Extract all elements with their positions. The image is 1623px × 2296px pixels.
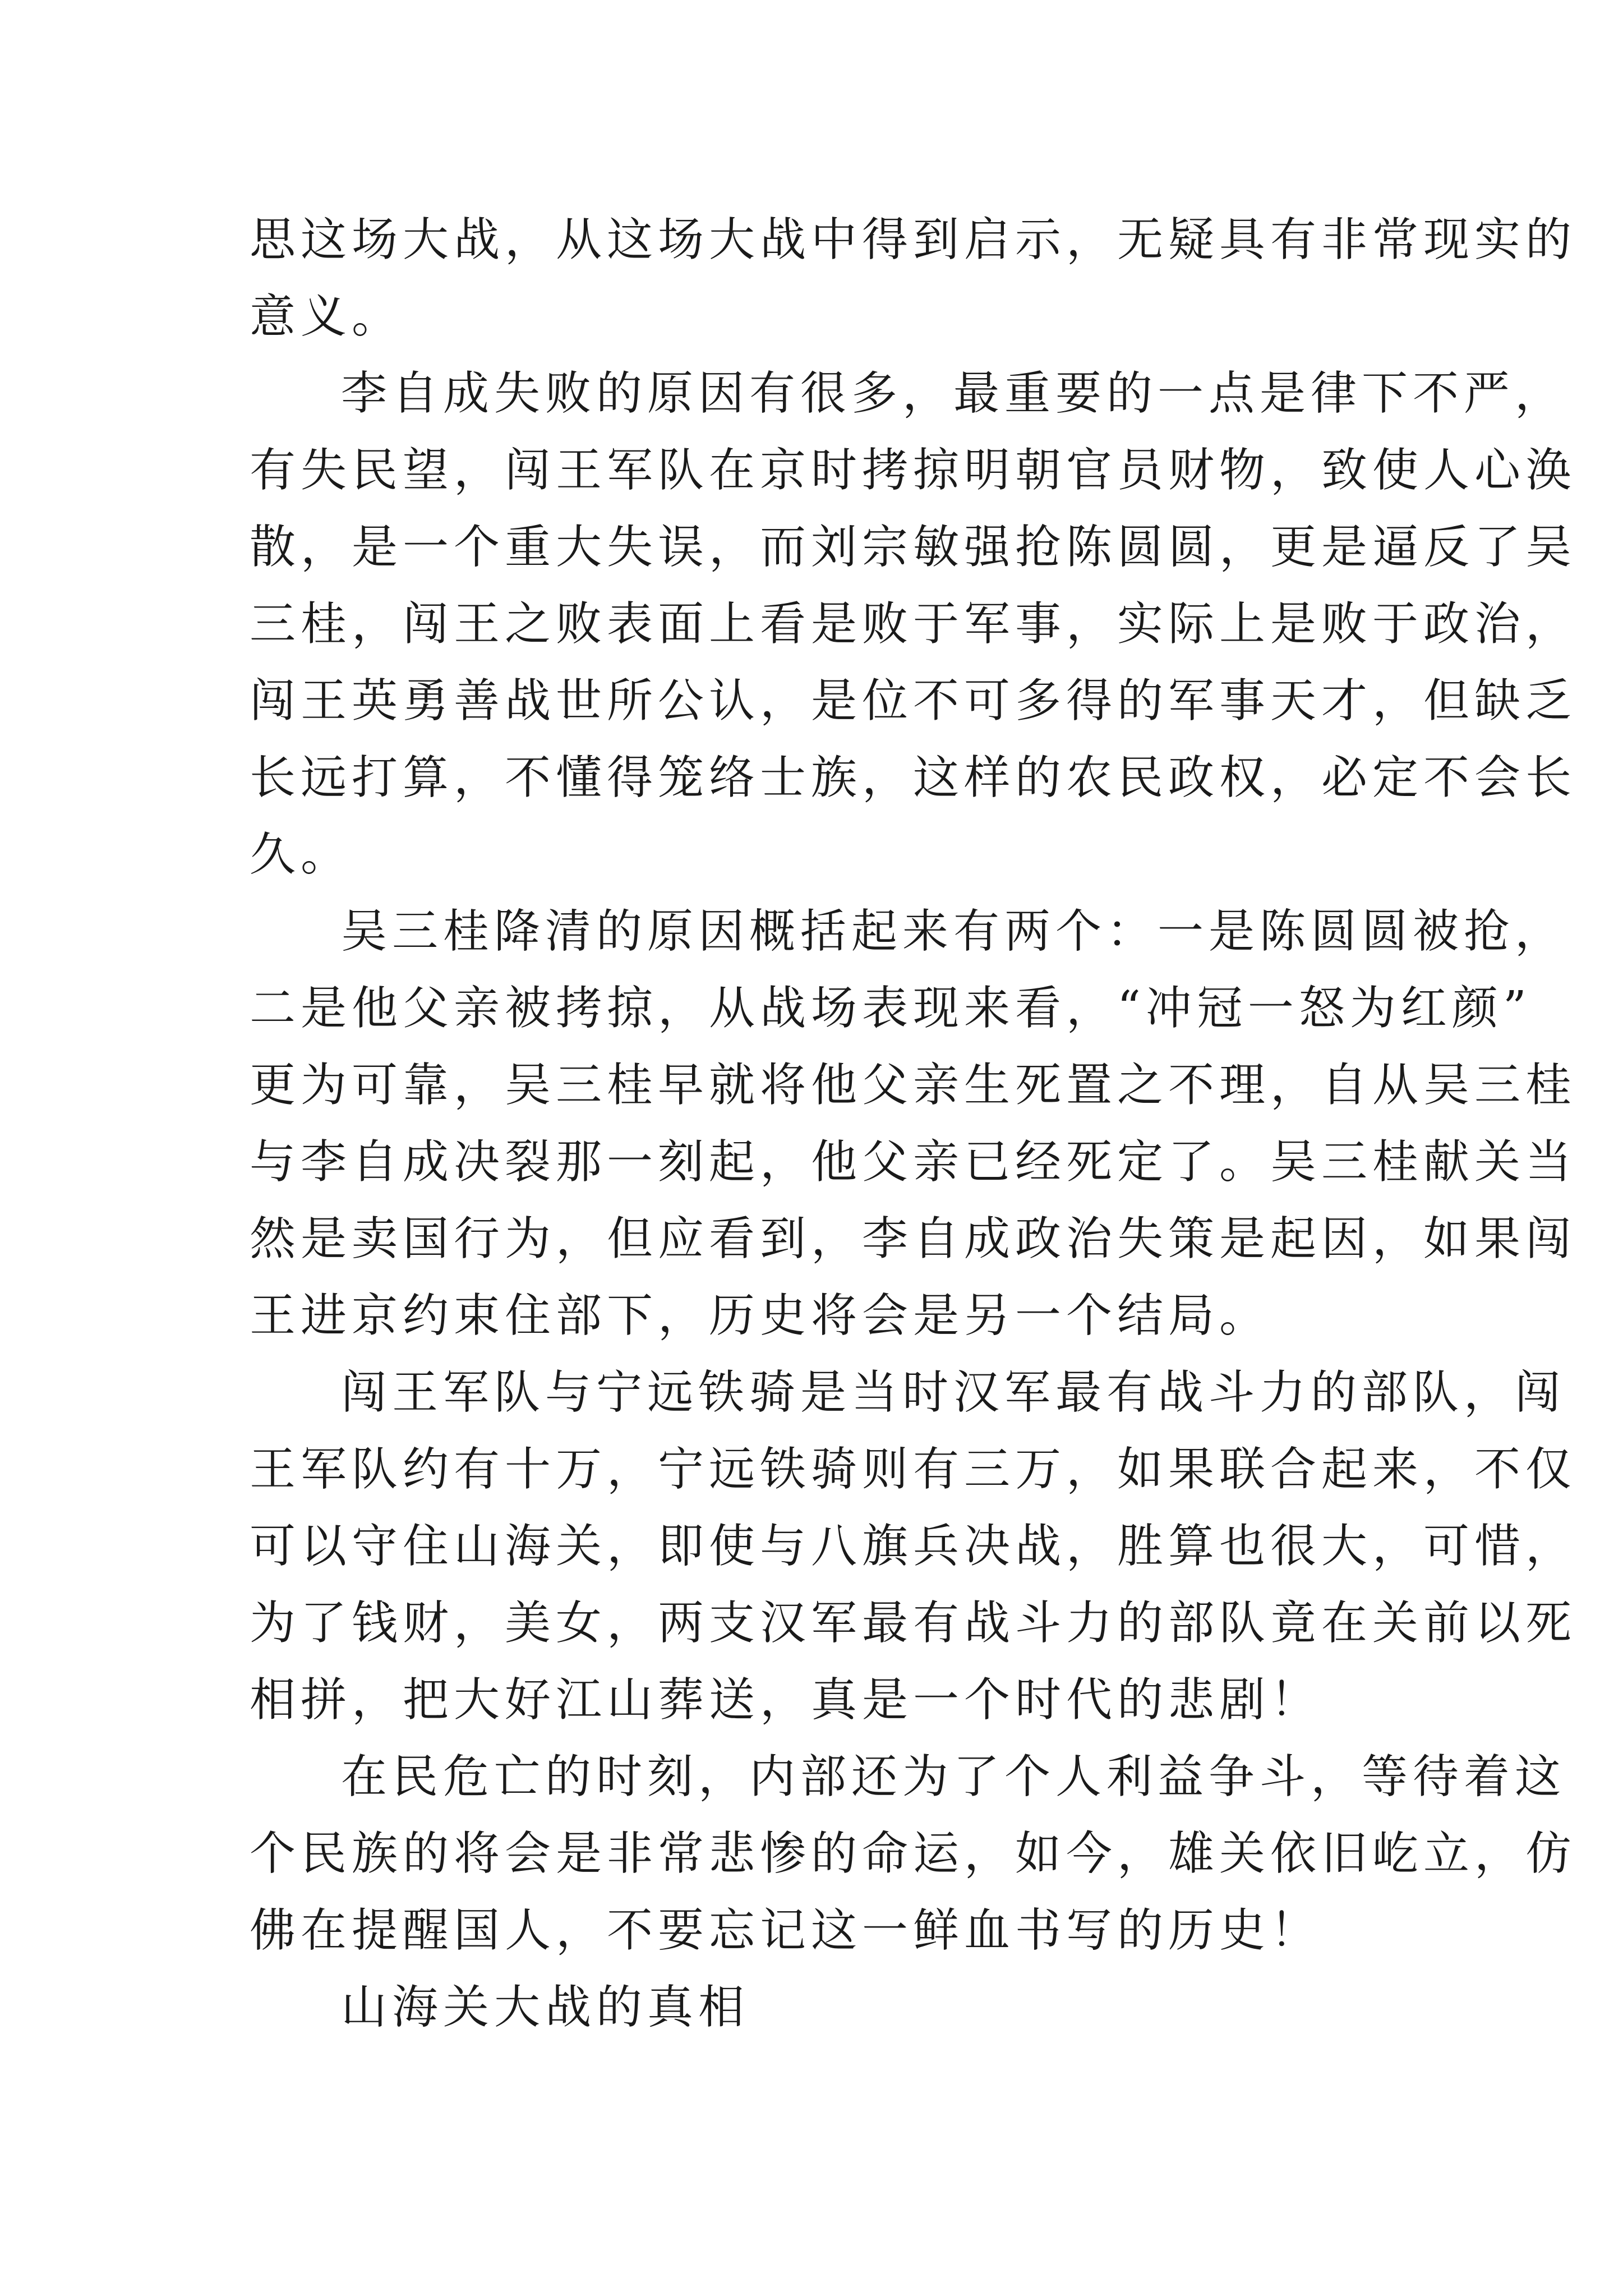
text-line: 三桂，闯王之败表面上看是败于军事，实际上是败于政治， [250,597,1577,651]
text-line: 为了钱财，美女，两支汉军最有战斗力的部队竟在关前以死 [250,1596,1577,1650]
text-line: 长远打算，不懂得笼络士族，这样的农民政权，必定不会长 [250,751,1577,804]
text-line: 个民族的将会是非常悲惨的命运，如今，雄关依旧屹立，仿 [250,1827,1577,1880]
text-line: 相拼，把大好江山葬送，真是一个时代的悲剧！ [250,1673,1322,1727]
paragraph-first-line: 吴三桂降清的原因概括起来有两个：一是陈圆圆被抢， [341,905,1566,958]
text-line: 闯王英勇善战世所公认，是位不可多得的军事天才，但缺乏 [250,674,1577,728]
text-line: 散，是一个重大失误，而刘宗敏强抢陈圆圆，更是逼反了吴 [250,521,1577,574]
paragraph-first-line: 在民危亡的时刻，内部还为了个人利益争斗，等待着这 [341,1750,1566,1803]
text-line: 可以守住山海关，即使与八旗兵决战，胜算也很大，可惜， [250,1520,1577,1573]
section-heading: 山海关大战的真相 [341,1981,750,2034]
text-line: 久。 [250,828,352,881]
text-line: 二是他父亲被拷掠，从战场表现来看，“冲冠一怒为红颜” [250,982,1532,1035]
text-line: 更为可靠，吴三桂早就将他父亲生死置之不理，自从吴三桂 [250,1059,1577,1112]
paragraph-first-line: 闯王军队与宁远铁骑是当时汉军最有战斗力的部队，闯 [341,1366,1566,1419]
text-line: 有失民望，闯王军队在京时拷掠明朝官员财物，致使人心涣 [250,444,1577,497]
paragraph-first-line: 李自成失败的原因有很多，最重要的一点是律下不严， [341,367,1566,420]
text-line: 然是卖国行为，但应看到，李自成政治失策是起因，如果闯 [250,1212,1577,1266]
text-line: 王军队约有十万，宁远铁骑则有三万，如果联合起来，不仅 [250,1443,1577,1496]
text-line: 意义。 [250,290,403,343]
text-line: 王进京约束住部下，历史将会是另一个结局。 [250,1289,1271,1342]
text-line: 思这场大战，从这场大战中得到启示，无疑具有非常现实的 [250,213,1577,266]
text-line: 与李自成决裂那一刻起，他父亲已经死定了。吴三桂献关当 [250,1135,1577,1189]
text-line: 佛在提醒国人，不要忘记这一鲜血书写的历史！ [250,1904,1322,1957]
